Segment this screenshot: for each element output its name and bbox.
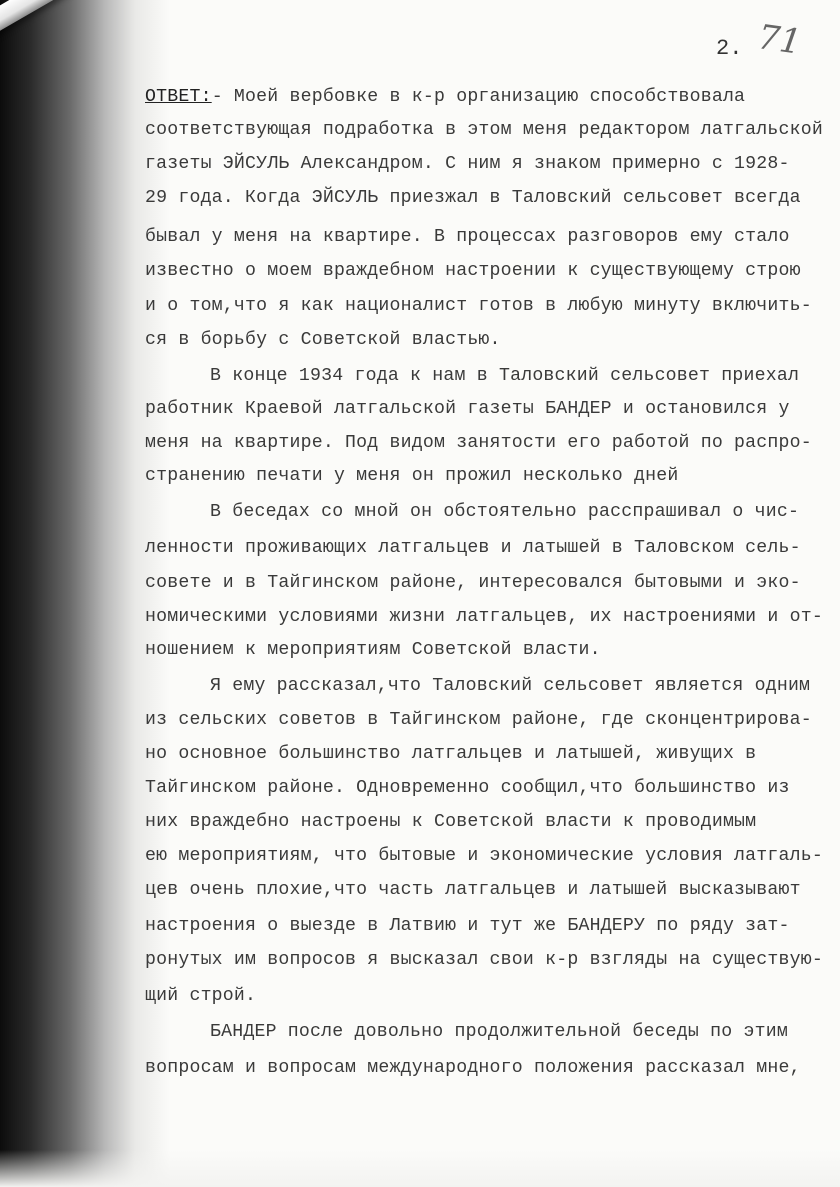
text-line-content: 29 года. Когда ЭЙСУЛЬ приезжал в Таловский сельсовет всегда <box>145 188 801 208</box>
text-line-content: цев очень плохие,что часть латгальцев и латышей высказывают <box>145 880 801 900</box>
text-line-content: Тайгинском районе. Одновременно сообщил,что большинство из <box>145 778 790 798</box>
text-line <box>145 397 790 421</box>
text-line <box>210 674 810 698</box>
text-line <box>145 259 801 283</box>
text-line <box>145 708 812 732</box>
text-line-content: работник Краевой латгальской газеты БАНДЕР и остановился у <box>145 399 790 419</box>
text-line-content: ею мероприятиям, что бытовые и экономические условия латгаль- <box>145 846 823 866</box>
text-line-content: из сельских советов в Тайгинском районе, где сконцентрирова- <box>145 710 812 730</box>
text-line <box>145 118 823 142</box>
text-line <box>145 431 812 455</box>
text-line-content: ся в борьбу с Советской властью. <box>145 330 501 350</box>
text-line-content: бывал у меня на квартире. В процессах разговоров ему стало <box>145 227 790 247</box>
text-line <box>145 571 801 595</box>
text-line-content: соответствующая подработка в этом меня редактором латгальской <box>145 120 823 140</box>
text-line <box>145 605 823 629</box>
text-line <box>210 500 799 524</box>
text-line <box>145 878 801 902</box>
text-line-content: меня на квартире. Под видом занятости его работой по распро- <box>145 433 812 453</box>
answer-label: ОТВЕТ: <box>145 87 212 107</box>
text-line <box>145 294 812 318</box>
text-line-content: странению печати у меня он прожил несколько дней <box>145 466 679 486</box>
text-line <box>210 1020 788 1044</box>
text-line-content: настроения о выезде в Латвию и тут же БАНДЕРУ по ряду зат- <box>145 916 790 936</box>
text-line <box>145 948 823 972</box>
text-line <box>145 1056 801 1080</box>
text-line <box>145 328 501 352</box>
text-line <box>145 225 790 249</box>
text-line-content: - Моей вербовке в к-р организацию способствовала <box>211 87 746 107</box>
text-line <box>145 776 790 800</box>
text-line-content: совете и в Тайгинском районе, интересовался бытовыми и эко- <box>145 573 801 593</box>
text-line-content: ленности проживающих латгальцев и латышей в Таловском сель- <box>145 538 801 558</box>
text-line-content: БАНДЕР после довольно продолжительной беседы по этим <box>210 1022 788 1042</box>
text-line-content: но основное большинство латгальцев и латышей, живущих в <box>145 744 757 764</box>
text-line-content: номическими условиями жизни латгальцев, их настроениями и от- <box>145 607 823 627</box>
text-line <box>145 810 756 834</box>
text-line-content: вопросам и вопросам международного положения рассказал мне, <box>145 1058 801 1078</box>
text-line-content: известно о моем враждебном настроении к существующему строю <box>145 261 801 281</box>
text-line <box>145 85 745 109</box>
text-line <box>145 742 756 766</box>
text-line <box>145 984 256 1008</box>
text-line <box>145 914 790 938</box>
text-line <box>210 364 799 388</box>
text-line <box>145 464 679 488</box>
page-number: 2. <box>716 36 743 61</box>
text-line-content: В беседах со мной он обстоятельно расспрашивал о чис- <box>210 502 800 522</box>
text-line-content: ронутых им вопросов я высказал свои к-р взгляды на существую- <box>145 950 823 970</box>
text-line-content: В конце 1934 года к нам в Таловский сельсовет приехал <box>210 366 800 386</box>
text-line-content: Я ему рассказал,что Таловский сельсовет является одним <box>210 676 811 696</box>
text-line <box>145 536 801 560</box>
text-line <box>145 844 823 868</box>
scan-bottom-edge <box>0 1150 840 1187</box>
text-line-content: газеты ЭЙСУЛЬ Александром. С ним я знаком примерно с 1928- <box>145 154 790 174</box>
text-line-content: щий строй. <box>145 986 257 1006</box>
handwritten-folio-number: 71 <box>755 17 804 63</box>
text-line-content: и о том,что я как националист готов в любую минуту включить- <box>145 296 812 316</box>
text-line <box>145 638 601 662</box>
text-line <box>145 152 790 176</box>
text-line-content: них враждебно настроены к Советской власти к проводимым <box>145 812 757 832</box>
text-line <box>145 186 801 210</box>
text-line-content: ношением к мероприятиям Советской власти. <box>145 640 601 660</box>
